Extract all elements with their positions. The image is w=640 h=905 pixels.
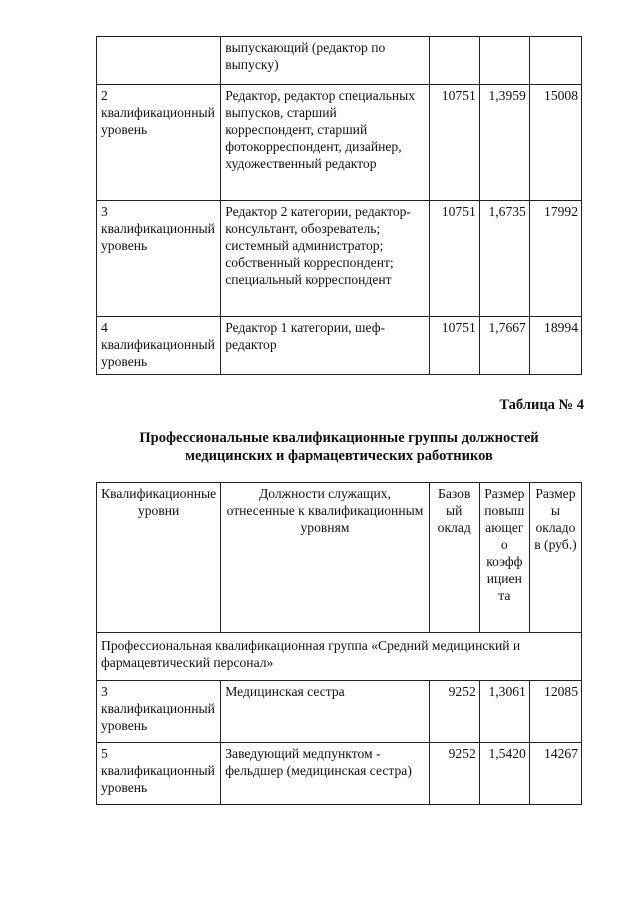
table-caption: Таблица № 4 xyxy=(499,397,584,413)
base-salary-cell: 10751 xyxy=(429,85,479,201)
salary-cell: 14267 xyxy=(529,743,581,805)
positions-cell: Заведующий медпунктом - фельдшер (медицинская сестра) xyxy=(221,743,429,805)
coefficient-cell: 1,5420 xyxy=(479,743,529,805)
salary-cell: 18994 xyxy=(529,317,581,375)
base-salary-cell: 10751 xyxy=(429,201,479,317)
table-header-row xyxy=(97,483,582,633)
header-positions: Должности служащих, отнесенные к квалификационным уровням xyxy=(221,483,429,633)
coefficient-cell xyxy=(479,37,529,85)
base-salary-cell: 9252 xyxy=(429,681,479,743)
table-row xyxy=(97,85,582,201)
coefficient-cell: 1,7667 xyxy=(479,317,529,375)
level-cell: 5 квалификационный уровень xyxy=(97,743,221,805)
positions-cell: Редактор, редактор специальных выпусков, старший корреспондент, старший фотокорреспондент, дизайнер, художественный редактор xyxy=(221,85,429,201)
positions-cell: Редактор 1 категории, шеф-редактор xyxy=(221,317,429,375)
table-title-line-2: медицинских и фармацевтических работников xyxy=(185,448,493,464)
positions-cell: выпускающий (редактор по выпуску) xyxy=(221,37,429,85)
coefficient-cell: 1,3959 xyxy=(479,85,529,201)
table-title xyxy=(96,429,582,465)
salary-cell: 15008 xyxy=(529,85,581,201)
table-row xyxy=(97,317,582,375)
level-cell: 3 квалификационный уровень xyxy=(97,201,221,317)
group-title-cell: Профессиональная квалификационная группа «Средний медицинский и фармацевтический персонал» xyxy=(97,633,582,681)
header-base-salary: Базовый оклад xyxy=(429,483,479,633)
group-row xyxy=(97,633,582,681)
header-coefficient: Размер повышающего коэффициента xyxy=(479,483,529,633)
salary-cell: 17992 xyxy=(529,201,581,317)
coefficient-cell: 1,3061 xyxy=(479,681,529,743)
header-salary: Размеры окладов (руб.) xyxy=(529,483,581,633)
level-cell: 4 квалификационный уровень xyxy=(97,317,221,375)
header-level: Квалификационные уровни xyxy=(97,483,221,633)
positions-cell: Редактор 2 категории, редактор-консультант, обозреватель; системный администратор; собственный корреспондент; специальный корреспондент xyxy=(221,201,429,317)
salary-cell: 12085 xyxy=(529,681,581,743)
coefficient-cell: 1,6735 xyxy=(479,201,529,317)
base-salary-cell: 9252 xyxy=(429,743,479,805)
level-cell: 2 квалификационный уровень xyxy=(97,85,221,201)
positions-cell: Медицинская сестра xyxy=(221,681,429,743)
level-cell: 3 квалификационный уровень xyxy=(97,681,221,743)
table-row xyxy=(97,681,582,743)
medical-staff-table xyxy=(96,482,582,805)
base-salary-cell: 10751 xyxy=(429,317,479,375)
positions-table-continued xyxy=(96,36,582,375)
level-cell xyxy=(97,37,221,85)
table-title-line-1: Профессиональные квалификационные группы должностей xyxy=(139,430,539,446)
table-row xyxy=(97,37,582,85)
table-row xyxy=(97,201,582,317)
table-row xyxy=(97,743,582,805)
salary-cell xyxy=(529,37,581,85)
base-salary-cell xyxy=(429,37,479,85)
